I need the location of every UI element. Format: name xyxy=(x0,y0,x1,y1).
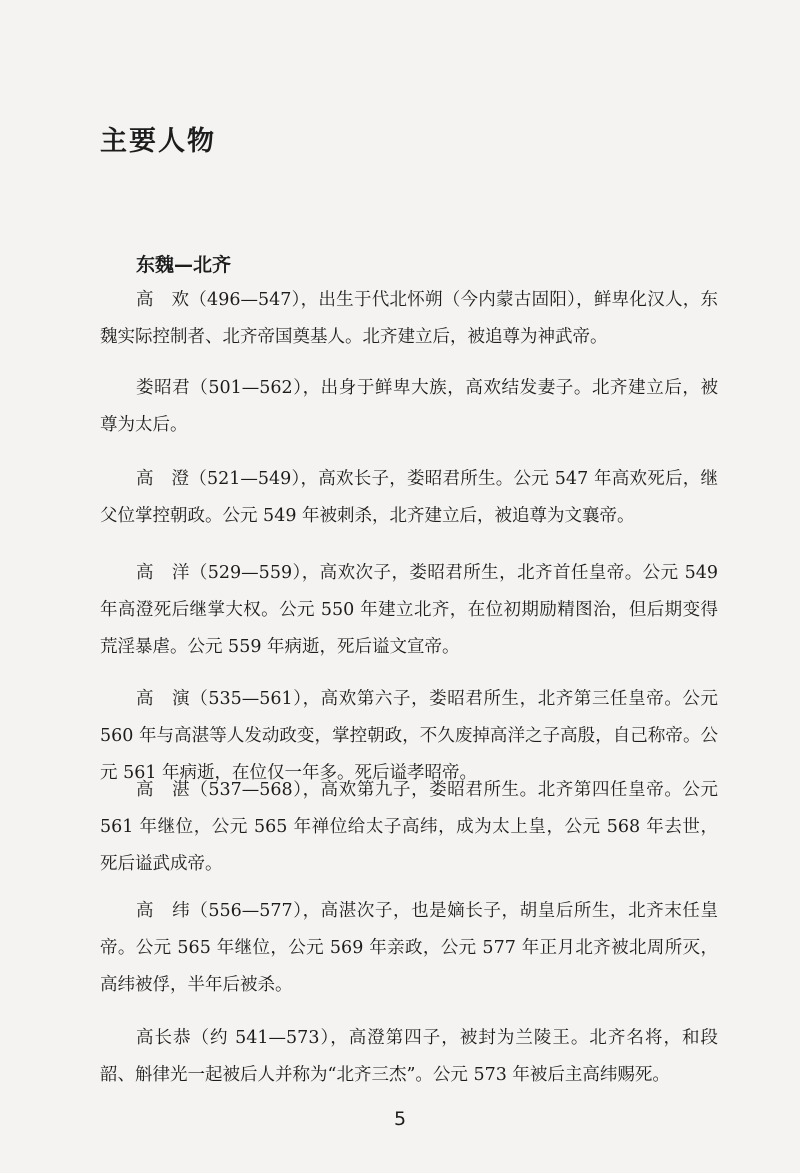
entry-lou-zhaojun: 娄昭君（501—562），出身于鲜卑大族，高欢结发妻子。北齐建立后，被尊为太后。 xyxy=(100,378,718,435)
entry-gao-huan: 高 欢（496—547），出生于代北怀朔（今内蒙古固阳），鲜卑化汉人，东魏实际控制者、北齐帝国奠基人。北齐建立后，被追尊为神武帝。 xyxy=(100,290,718,347)
entry-gao-wei: 高 纬（556—577），高湛次子，也是嫡长子，胡皇后所生，北齐末任皇帝。公元 565 年继位，公元 569 年亲政，公元 577 年正月北齐被北周所灭，高纬被俘，半年后被杀。 xyxy=(100,901,718,995)
entry-gao-yan: 高 演（535—561），高欢第六子，娄昭君所生，北齐第三任皇帝。公元 560 年与高湛等人发动政变，掌控朝政，不久废掉高洋之子高殷，自己称帝。公元 561 年病逝，在位仅一年多。死后谥孝昭帝。 xyxy=(100,689,718,783)
entry-gao-yang: 高 洋（529—559），高欢次子，娄昭君所生，北齐首任皇帝。公元 549 年高澄死后继掌大权。公元 550 年建立北齐，在位初期励精图治，但后期变得荒淫暴虐。公元 559 年病逝，死后谥文宣帝。 xyxy=(100,563,718,657)
entry-gao-cheng: 高 澄（521—549），高欢长子，娄昭君所生。公元 547 年高欢死后，继父位掌控朝政。公元 549 年被刺杀，北齐建立后，被追尊为文襄帝。 xyxy=(100,469,718,526)
chapter-title: 主要人物 xyxy=(100,126,216,157)
entry-gao-changgong: 高长恭（约 541—573），高澄第四子，被封为兰陵王。北齐名将，和段韶、斛律光一起被后人并称为“北齐三杰”。公元 573 年被后主高纬赐死。 xyxy=(100,1028,718,1085)
section-title: 东魏—北齐 xyxy=(136,254,232,276)
entry-gao-zhan: 高 湛（537—568），高欢第九子，娄昭君所生。北齐第四任皇帝。公元 561 年继位，公元 565 年禅位给太子高纬，成为太上皇，公元 568 年去世，死后谥武成帝。 xyxy=(100,780,718,874)
page-number: 5 xyxy=(393,1108,407,1130)
